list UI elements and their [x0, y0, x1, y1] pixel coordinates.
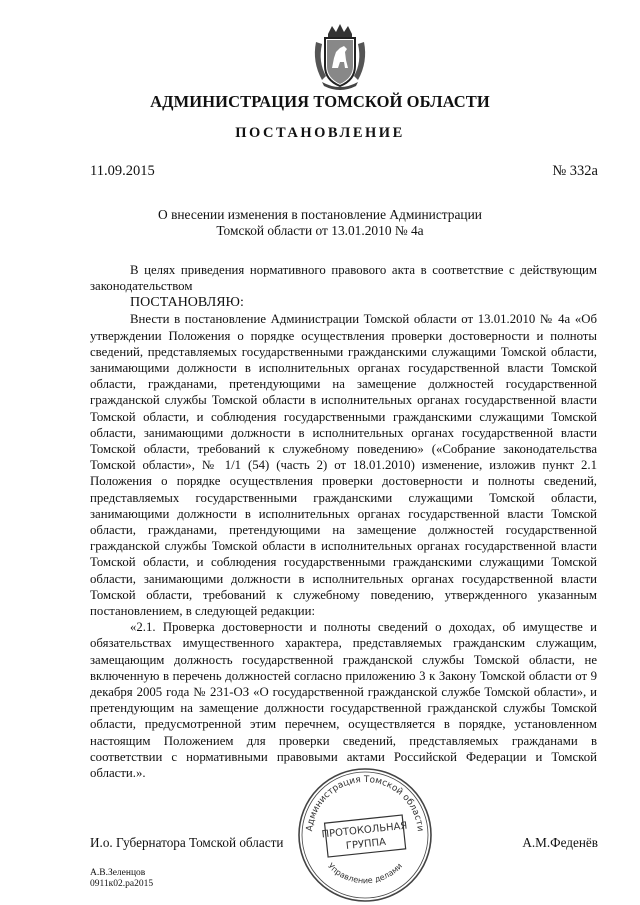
document-subject — [0, 207, 640, 239]
executor-code: 0911к02.ра2015 — [90, 879, 154, 889]
decree-word: ПОСТАНОВЛЯЮ: — [130, 295, 244, 311]
coat-of-arms-emblem — [310, 22, 370, 90]
subject-line-1: О внесении изменения в постановление Администрации — [158, 207, 482, 222]
executor-info — [90, 868, 153, 890]
subject-line-2: Томской области от 13.01.2010 № 4а — [216, 223, 424, 238]
intro-paragraph: В целях приведения нормативного правового акта в соответствие с действующим законодательством — [90, 263, 597, 294]
document-number: № 332а — [552, 163, 598, 179]
organization-title: АДМИНИСТРАЦИЯ ТОМСКОЙ ОБЛАСТИ — [150, 92, 490, 111]
svg-text:Администрация Томской области: Администрация Томской области — [305, 774, 425, 833]
round-seal-stamp — [290, 763, 440, 903]
executor-name: А.В.Зеленцов — [90, 868, 146, 878]
amendment-paragraph: Внести в постановление Администрации Томской области от 13.01.2010 № 4а «Об утверждении Положения о порядке осуществления проверки достоверности и полноты сведений, представляемых государственными гражданскими служащими Томской области, занимающими должности в исполнительных органах государственной власти Томской области, гражданами, претендующими на замещение должностей государственной гражданской службы Томской области в исполнительных органах государственной власти Томской области, и соблюдения государственными гражданскими служащими Томской области, занимающими должности в исполнительных органах государственной власти Томской области, требований к служебному поведению» («Собрание законодательства Томской области», № 1/1 (54) (часть 2) от 18.01.2010) изменение, изложив пункт 2.1 Положения о порядке осуществления проверки достоверности и полноты сведений, представляемых государственными гражданскими служащими Томской области, занимающими должности в исполнительных органах государственной власти Томской области, гражданами, претендующими на замещение должностей государственной гражданской службы Томской области в исполнительных органах государственной власти Томской области, и соблюдения государственными гражданскими служащими Томской области, занимающими должности в исполнительных органах государственной власти Томской области, требований к служебному поведению, утвержденного указанным постановлением, в следующей редакции: — [90, 312, 597, 619]
svg-text:Управление делами: Управление делами — [326, 861, 404, 886]
signer-name: А.М.Феденёв — [522, 835, 598, 850]
svg-text:ПРОТОКОЛЬНАЯ: ПРОТОКОЛЬНАЯ — [321, 820, 408, 841]
document-date: 11.09.2015 — [90, 163, 155, 179]
svg-text:ГРУППА: ГРУППА — [345, 836, 387, 853]
signer-title: И.о. Губернатора Томской области — [90, 835, 284, 850]
document-type: ПОСТАНОВЛЕНИЕ — [235, 125, 405, 141]
new-clause-paragraph: «2.1. Проверка достоверности и полноты сведений о доходах, об имуществе и обязательствах имущественного характера, представляемых гражданским служащим, замещающим должность государственной гражданской службы Томской области, не включенную в перечень должностей согласно приложению 3 к Закону Томской области от 9 декабря 2005 года № 231-ОЗ «О государственной гражданской службе Томской области», и претендующим на замещение должности государственной гражданской службы Томской области, предусмотренной этим перечнем, осуществляется в порядке, установленном настоящим Положением для проверки сведений, представляемых гражданами в соответствии с нормативными правовыми актами Российской Федерации и Томской области.». — [90, 620, 597, 781]
document-body — [90, 262, 597, 781]
